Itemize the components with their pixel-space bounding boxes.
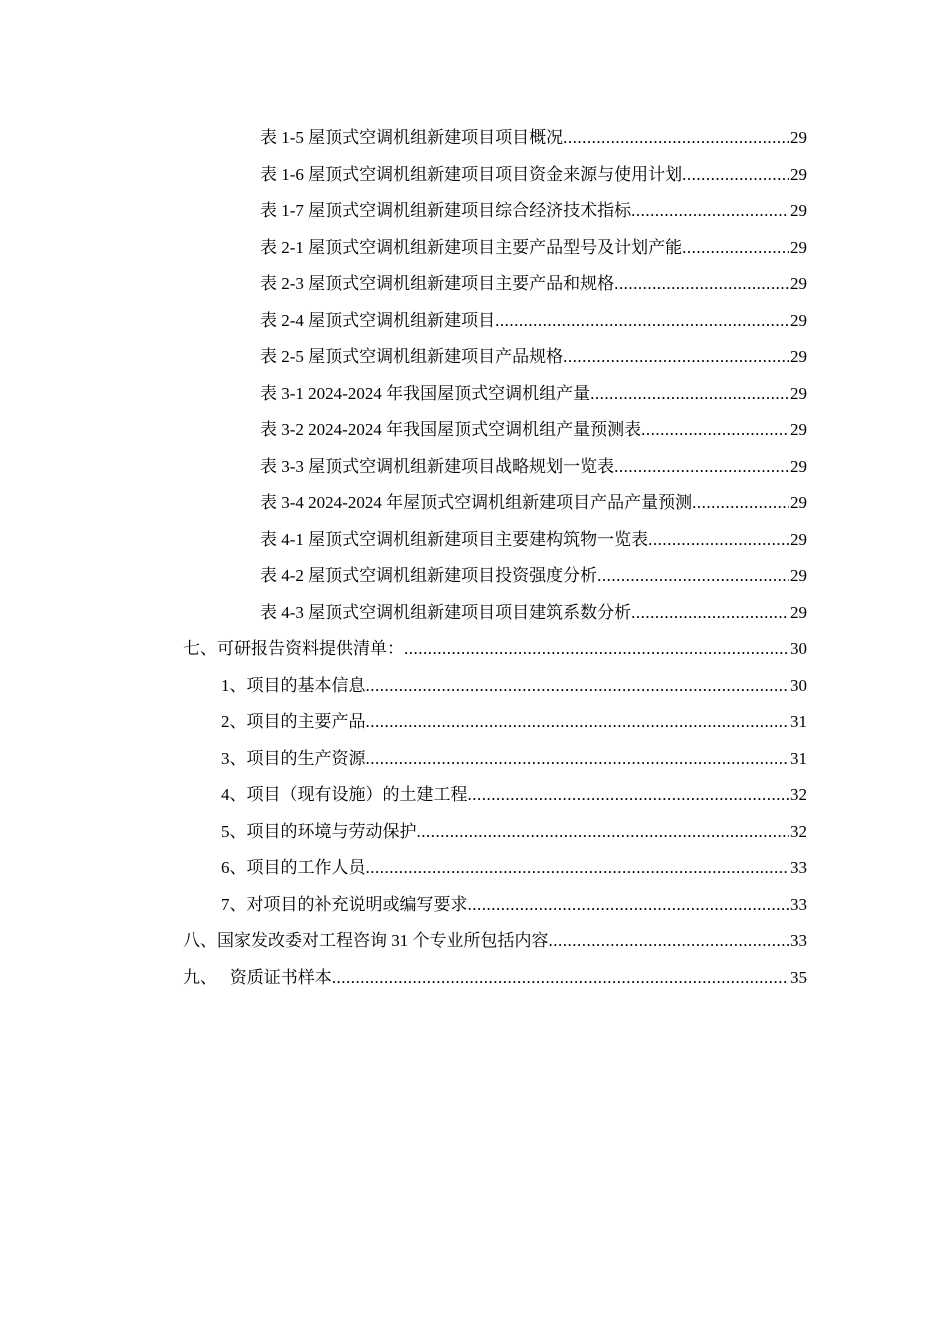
- toc-dot-leader: [614, 449, 789, 485]
- toc-page-number: 31: [790, 712, 807, 731]
- toc-entry-label: 表 2-5 屋顶式空调机组新建项目产品规格: [260, 347, 564, 366]
- toc-entry-label: 八、国家发改委对工程咨询 31 个专业所包括内容: [183, 931, 549, 950]
- toc-entry[interactable]: [221, 704, 807, 740]
- toc-entry[interactable]: [221, 741, 807, 777]
- toc-entry[interactable]: [260, 376, 807, 412]
- toc-entry-label: 3、项目的生产资源: [221, 748, 366, 768]
- toc-entry[interactable]: [260, 595, 807, 631]
- toc-entry-label: 九、 资质证书样本: [183, 967, 332, 987]
- toc-dot-leader: [631, 193, 789, 229]
- toc-page-number: 29: [790, 420, 807, 439]
- toc-dot-leader: [495, 303, 789, 339]
- toc-entry[interactable]: [260, 558, 807, 594]
- toc-entry[interactable]: [260, 485, 807, 521]
- toc-entry-label: 表 1-6 屋顶式空调机组新建项目项目资金来源与使用计划: [260, 164, 683, 184]
- toc-entry[interactable]: [183, 631, 807, 667]
- toc-page-number: 29: [790, 529, 807, 549]
- toc-dot-leader: [366, 704, 790, 740]
- toc-entry[interactable]: [260, 412, 807, 448]
- toc-entry[interactable]: [183, 960, 807, 996]
- toc-dot-leader: [614, 266, 789, 302]
- toc-dot-leader: [468, 777, 790, 813]
- toc-page-number: 29: [790, 128, 807, 147]
- toc-entry-label: 7、对项目的补充说明或编写要求: [221, 894, 468, 914]
- toc-dot-leader: [590, 376, 789, 412]
- toc-dot-leader: [563, 339, 789, 375]
- toc-entry-label: 表 3-2 2024-2024 年我国屋顶式空调机组产量预测表: [260, 420, 642, 439]
- toc-entry[interactable]: [221, 850, 807, 886]
- toc-entry-label: 表 4-2 屋顶式空调机组新建项目投资强度分析: [260, 566, 598, 585]
- toc-dot-leader: [631, 595, 789, 631]
- toc-page-number: 29: [790, 347, 807, 366]
- toc-page-number: 29: [790, 456, 807, 476]
- toc-entry-label: 表 1-5 屋顶式空调机组新建项目项目概况: [260, 128, 564, 147]
- toc-entry-label: 6、项目的工作人员: [221, 858, 366, 877]
- toc-entry[interactable]: [221, 814, 807, 850]
- toc-dot-leader: [597, 558, 789, 594]
- toc-entry[interactable]: [221, 777, 807, 813]
- toc-entry[interactable]: [260, 449, 807, 485]
- toc-entry-label: 2、项目的主要产品: [221, 712, 366, 731]
- toc-entry-label: 4、项目（现有设施）的土建工程: [221, 785, 468, 804]
- toc-entry-label: 表 3-4 2024-2024 年屋顶式空调机组新建项目产品产量预测: [260, 493, 693, 512]
- toc-page-number: 29: [790, 602, 807, 622]
- toc-entry[interactable]: [183, 923, 807, 959]
- toc-dot-leader: [682, 230, 789, 266]
- toc-dot-leader: [641, 412, 789, 448]
- toc-entry[interactable]: [260, 522, 807, 558]
- toc-entry[interactable]: [260, 120, 807, 156]
- toc-page-number: 33: [790, 931, 807, 950]
- toc-entry-label: 5、项目的环境与劳动保护: [221, 821, 417, 841]
- toc-page-number: 31: [790, 748, 807, 768]
- toc-entry[interactable]: [260, 266, 807, 302]
- toc-entry-label: 七、可研报告资料提供清单：: [183, 639, 404, 658]
- toc-page-number: 29: [790, 164, 807, 184]
- toc-dot-leader: [648, 522, 789, 558]
- toc-dot-leader: [417, 814, 790, 850]
- toc-entry[interactable]: [260, 157, 807, 193]
- toc-page-number: 35: [790, 967, 807, 987]
- toc-page-number: 32: [790, 785, 807, 804]
- toc-entry[interactable]: [260, 230, 807, 266]
- toc-dot-leader: [563, 120, 789, 156]
- toc-entry[interactable]: [260, 193, 807, 229]
- toc-entry[interactable]: [260, 339, 807, 375]
- toc-page-number: 33: [790, 894, 807, 914]
- toc-dot-leader: [692, 485, 789, 521]
- toc-dot-leader: [366, 741, 790, 777]
- toc-dot-leader: [332, 960, 789, 996]
- toc-dot-leader: [468, 887, 790, 923]
- toc-dot-leader: [682, 157, 789, 193]
- toc-dot-leader: [549, 923, 790, 959]
- toc-entry[interactable]: [260, 303, 807, 339]
- toc-page-number: 29: [790, 310, 807, 330]
- toc-page-number: 29: [790, 237, 807, 257]
- toc-page-number: 29: [790, 493, 807, 512]
- toc-page-number: 30: [790, 675, 807, 695]
- toc-entry-label: 表 2-4 屋顶式空调机组新建项目: [260, 310, 496, 330]
- toc-page-number: 33: [790, 858, 807, 877]
- toc-dot-leader: [404, 631, 789, 667]
- toc-page-number: 32: [790, 821, 807, 841]
- toc-entry[interactable]: [221, 668, 807, 704]
- toc-entry-label: 表 4-3 屋顶式空调机组新建项目项目建筑系数分析: [260, 602, 632, 622]
- toc-page-number: 29: [790, 383, 807, 403]
- toc-entry-label: 表 3-1 2024-2024 年我国屋顶式空调机组产量: [260, 383, 591, 403]
- toc-entry-label: 表 2-1 屋顶式空调机组新建项目主要产品型号及计划产能: [260, 237, 683, 257]
- toc-entry-label: 表 2-3 屋顶式空调机组新建项目主要产品和规格: [260, 274, 615, 293]
- toc-entry-label: 表 4-1 屋顶式空调机组新建项目主要建构筑物一览表: [260, 529, 649, 549]
- toc-page-number: 29: [790, 201, 807, 220]
- toc-entry-label: 表 1-7 屋顶式空调机组新建项目综合经济技术指标: [260, 201, 632, 220]
- toc-page-number: 30: [790, 639, 807, 658]
- toc-entry-label: 表 3-3 屋顶式空调机组新建项目战略规划一览表: [260, 456, 615, 476]
- toc-page-number: 29: [790, 274, 807, 293]
- toc-entry[interactable]: [221, 887, 807, 923]
- toc-dot-leader: [366, 850, 790, 886]
- toc-page-number: 29: [790, 566, 807, 585]
- toc-entry-label: 1、项目的基本信息: [221, 675, 366, 695]
- toc-dot-leader: [366, 668, 790, 704]
